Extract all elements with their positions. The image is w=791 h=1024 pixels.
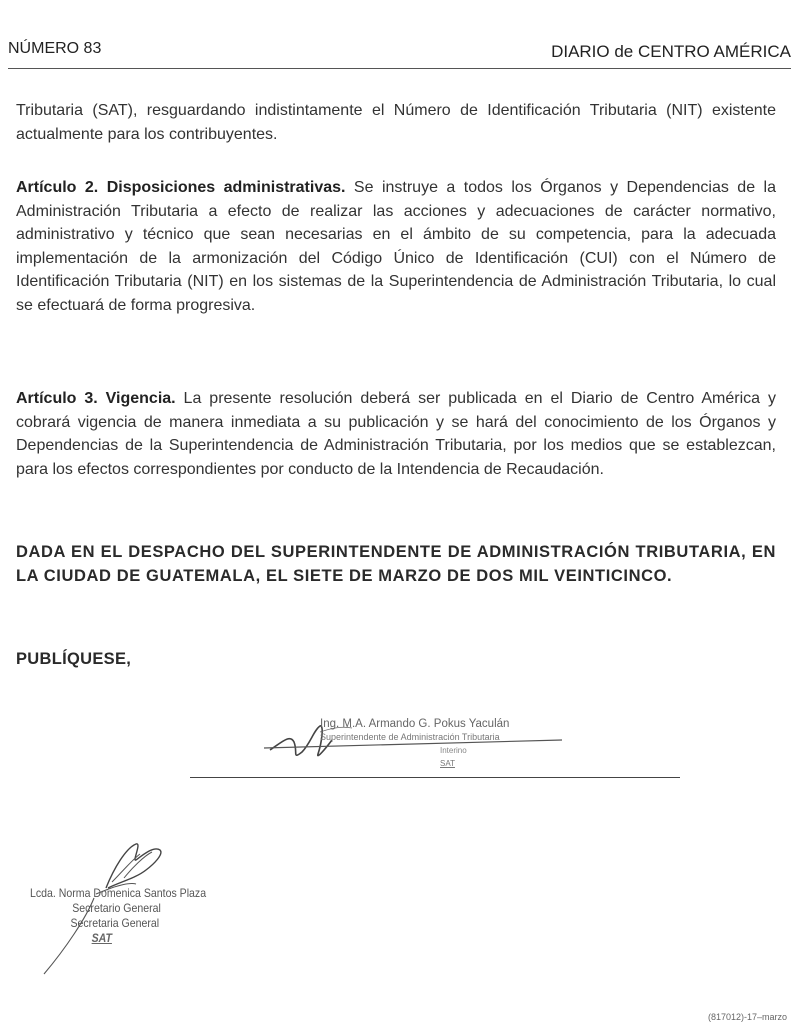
newspaper-name: DIARIO de CENTRO AMÉRICA	[551, 42, 791, 61]
publication-reference: (817012)-17–marzo	[707, 1012, 787, 1022]
paragraph-continuation	[16, 99, 776, 146]
article-2-title: Artículo 2. Disposiciones administrativas.	[16, 179, 346, 196]
sat-logo-1: SAT	[440, 759, 455, 768]
sat-logo-2: SAT	[91, 931, 112, 945]
signer-1-name: Ing. M.A. Armando G. Pokus Yaculán	[320, 718, 510, 730]
issue-number: NÚMERO 83	[8, 40, 102, 57]
article-2	[16, 176, 776, 317]
closing-statement: DADA EN EL DESPACHO DEL SUPERINTENDENTE DE ADMINISTRACIÓN TRIBUTARIA, EN LA CIUDAD DE GUATEMALA, EL SIETE DE MARZO DE DOS MIL VEINTICINCO.	[16, 543, 776, 585]
signature-block-2	[30, 886, 206, 946]
signature-block-1	[320, 718, 580, 770]
signer-1-interino: Interino	[440, 746, 467, 755]
publish-order: PUBLÍQUESE,	[16, 650, 132, 668]
article-2-body: Se instruye a todos los Órganos y Dependencias de la Administración Tributaria a efecto de realizar las acciones y adecuaciones de carácter normativo, administrativo y técnico que sean necesarias en el ámbito de su competencia, para la adecuada implementación de la armonización del Código Único de Identificación (CUI) con el Número de Identificación Tributaria (NIT) en los sistemas de la Superintendencia de Administración Tributaria, lo cual se efectuará de forma progresiva.	[16, 179, 777, 314]
signature-line-1	[190, 777, 680, 778]
signer-1-role: Superintendente de Administración Tributaria	[320, 732, 500, 742]
article-3	[16, 387, 776, 481]
paragraph-text: Tributaria (SAT), resguardando indistintamente el Número de Identificación Tributaria (NIT) existente actualmente para los contribuyentes.	[16, 102, 776, 143]
signer-2-office: Secretaria General	[70, 916, 160, 930]
page-header	[8, 36, 791, 69]
article-3-body: La presente resolución deberá ser publicada en el Diario de Centro América y cobrará vigencia de manera inmediata a su publicación y se hará del conocimiento de los Órganos y Dependencias de la Superintendencia de Administración Tributaria, por los medios que se establezcan, para los efectos correspondientes por conducto de la Intendencia de Recaudación.	[16, 390, 777, 478]
signer-2-name: Lcda. Norma Domenica Santos Plaza	[30, 886, 207, 900]
signer-2-role: Secretario General	[72, 901, 161, 915]
article-3-title: Artículo 3. Vigencia.	[16, 390, 176, 407]
